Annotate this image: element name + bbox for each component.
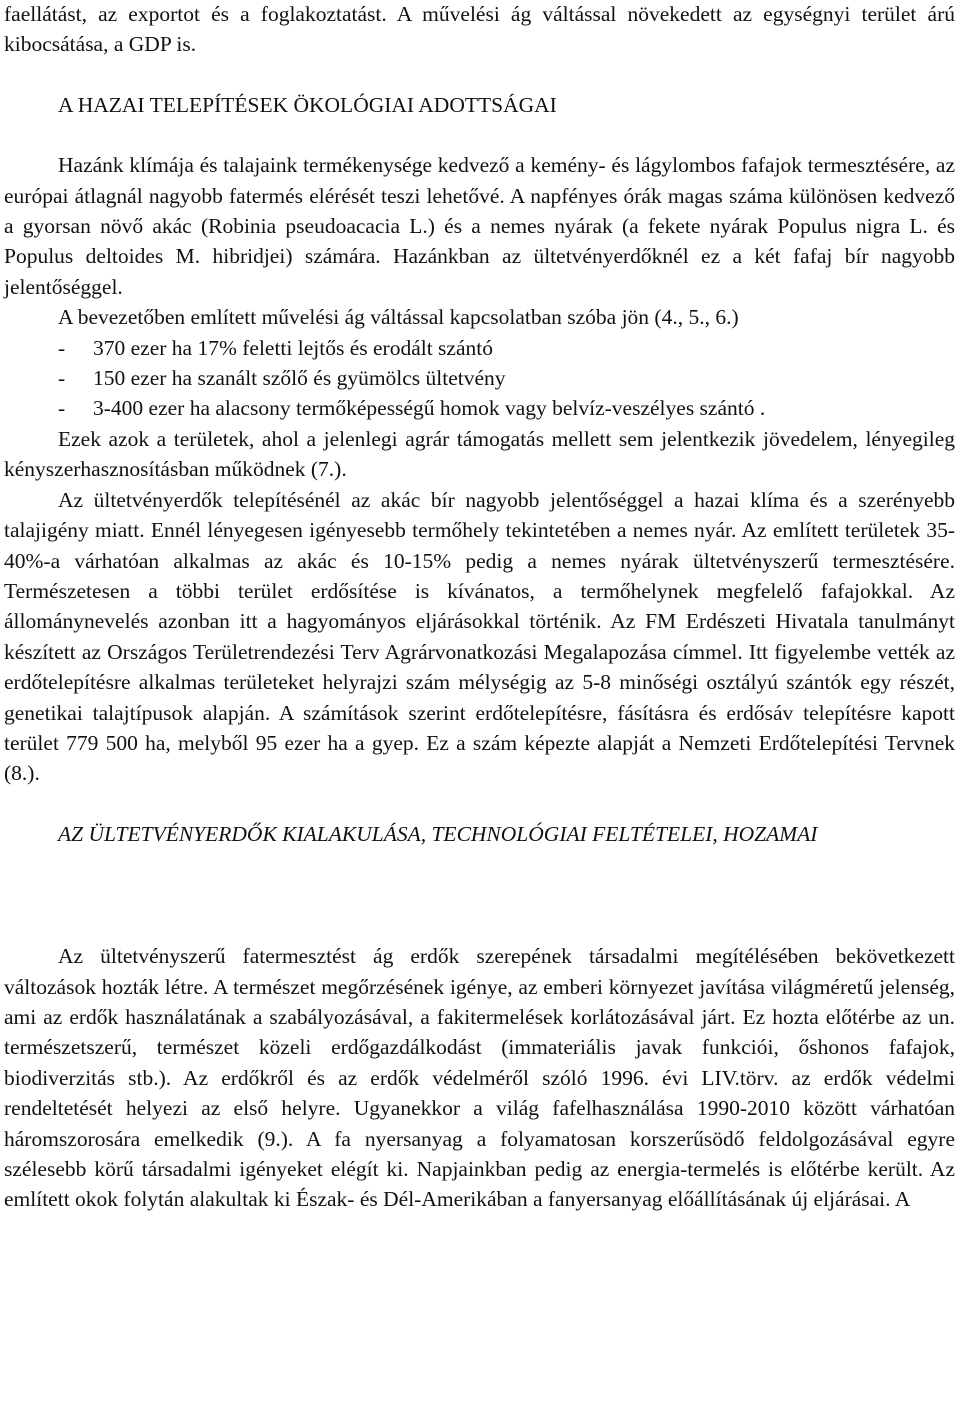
paragraph-climate-soil: Hazánk klímája és talajaink termékenysége kedvező a kemény- és lágylombos fafajok termesztésére, az európai átlagnál nagyobb fatermés elérését teszi lehetővé. A napfényes órák magas száma különösen kedvező a gyorsan növő akác (Robinia pseudoacacia L.) és a nemes nyárak (a fekete nyárak Populus nigra L. és Populus deltoides M. hibridjei) számára. Hazánkban az ültetvényerdőknél ez a két fafaj bír nagyobb jelentőséggel. xyxy=(4,153,955,299)
paragraph-plantation-development: Az ültetvényszerű fatermesztést ág erdők szerepének társadalmi megítélésében bekövetkezett változások hozták létre. A természet megőrzésének igénye, az emberi környezet javítása világméretű jelenség, ami az erdők használatának a szabályozásával, a fakitermelések korlátozásával járt. Ez hozta előtérbe az un. természetszerű, természet közeli erdőgazdálkodást (immateriális javak funkciói, őshonos fafajok, biodiverzitás stb.). Az erdőkről és az erdők védelméről szóló 1996. évi LIV.törv. az erdők védelmi rendeltetését helyezi az első helyre. Ugyanekkor a világ fafelhasználása 1990-2010 között várhatóan háromszorosára emelkedik (9.). A fa nyersanyag a folyamatosan korszerűsödő feldolgozásával egyre szélesebb körű társadalmi igényeket elégít ki. Napjainkban pedig az energia-termelés is előtérbe került. Az említett okok folytán alakultak ki Észak- és Dél-Amerikában a fanyersanyag előállításának új eljárásai. A xyxy=(4,944,955,1212)
list-item xyxy=(4,333,955,363)
land-category-list xyxy=(4,333,955,424)
list-dash: - xyxy=(58,366,66,391)
list-dash: - xyxy=(58,396,66,421)
paragraph-plantation-species: Az ültetvényerdők telepítésénél az akác bír nagyobb jelentőséggel a hazai klíma és a szerényebb talajigény miatt. Ennél lényegesen igényesebb termőhely tekintetében a nemes nyár. Az említett területek 35-40%-a várhatóan alkalmas az akác és 10-15% pedig a nemes nyárak ültetvényszerű termesztésére. Természetesen a többi terület erdősítése is kívánatos, a termőhelynek megfelelő fafajokkal. Az állománynevelés azonban itt a hagyományos eljárásokkal történik. Az FM Erdészeti Hivatala tanulmányt készített az Országos Területrendezési Terv Agrárvonatkozási Megalapozása címmel. Itt figyelembe vették az erdőtelepítésre alkalmas területeket helyrajzi szám mélységig az 5-8 minőségi osztályú szántók egy részét, genetikai talajtípusok alapján. A számítások szerint erdőtelepítésre, fásításra és erdősáv telepítésre kapott terület 779 500 ha, melyből 95 ezer ha a gyep. Ez a szám képezte alapját a Nemzeti Erdőtelepítési Tervnek (8.). xyxy=(4,487,955,786)
paragraph-subsidy-areas: Ezek azok a területek, ahol a jelenlegi agrár támogatás mellett sem jelentkezik jövedelem, lényegileg kényszerhasznosításban működnek (7.). xyxy=(4,426,955,482)
list-item-text: 150 ezer ha szanált szőlő és gyümölcs ültetvény xyxy=(93,366,506,391)
document-page xyxy=(4,0,955,1215)
list-item-text: 3-400 ezer ha alacsony termőképességű homok vagy belvíz-veszélyes szántó . xyxy=(93,396,766,421)
list-item xyxy=(4,363,955,393)
list-item xyxy=(4,393,955,423)
list-dash: - xyxy=(58,335,66,360)
paragraph-land-use-change: A bevezetőben említett művelési ág váltással kapcsolatban szóba jön (4., 5., 6.) xyxy=(58,305,739,330)
section-heading-ecological-conditions: A HAZAI TELEPÍTÉSEK ÖKOLÓGIAI ADOTTSÁGAI xyxy=(58,92,557,117)
list-item-text: 370 ezer ha 17% feletti lejtős és erodált szántó xyxy=(93,335,493,360)
intro-paragraph: faellátást, az exportot és a foglakoztatást. A művelési ág váltással növekedett az egységnyi terület árú kibocsátása, a GDP is. xyxy=(4,2,955,57)
section-heading-plantation-forests: AZ ÜLTETVÉNYERDŐK KIALAKULÁSA, TECHNOLÓGIAI FELTÉTELEI, HOZAMAI xyxy=(58,821,818,846)
